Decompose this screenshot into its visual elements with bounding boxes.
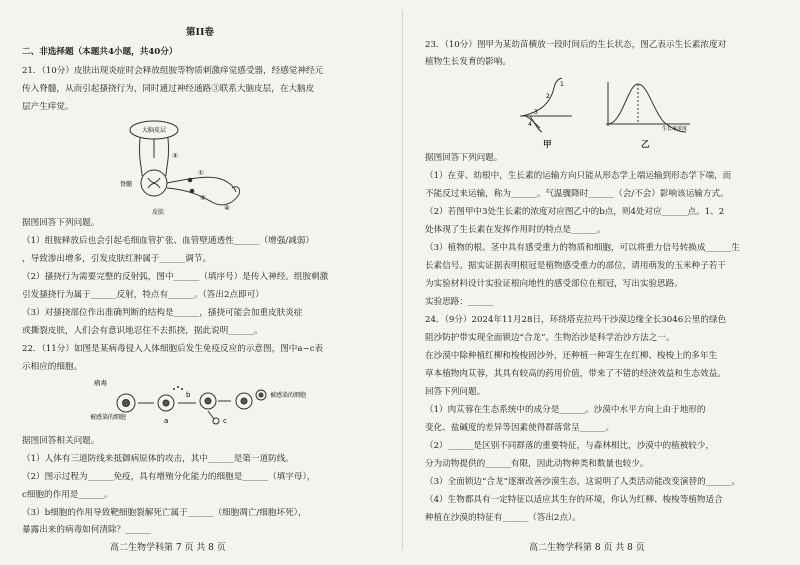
q22-line-2: 示相应的细胞。 (22, 362, 83, 372)
q21-reflex-figure (112, 118, 272, 218)
q23-sub-1a: （1）在芽、幼根中，生长素的运输方向只能从形态学上端运输到形态学下端，而 (425, 171, 732, 181)
q21-line-3: 层产生痒觉。 (22, 102, 74, 112)
q23-sub-3a: （3）植物的根、茎中具有感受重力的物质和细胞，可以将重力信号转换成______生 (425, 243, 740, 253)
q24-line-2: 阻沙防护带实现全面锁边“合龙”。生物治沙是科学治沙方法之一。 (425, 333, 675, 343)
q21-sub-1b: ，导致渗出增多，引发皮肤红肿属于______调节。 (22, 254, 212, 264)
page-8 (405, 0, 800, 565)
page-divider (402, 10, 403, 550)
q23-prompt: 据图回答下列问题。 (425, 153, 503, 163)
q22-sub-1: （1）人体有三道防线来抵御病原体的攻击，其中______是第一道防线。 (22, 454, 294, 464)
q21-line-1: 21．（10分）皮肤出现炎症时会释放组胺等物质刺激痒觉感受器，经感觉神经元 (22, 66, 324, 76)
q23-sub-2a: （2）若图甲中3处生长素的浓度对应图乙中的b点，则4处对应______点。1、2 (425, 207, 725, 217)
q24-line-4: 草本植物肉苁蓉，其具有较高的药用价值，带来了不错的经济效益和生态效益。 (425, 369, 726, 379)
figure-jia-label: 甲 (543, 140, 552, 150)
infected-cell-label-left: 被感染的细胞 (90, 414, 127, 421)
marker-3: ③ (172, 152, 178, 160)
q24-sub-4a: （4）生物都具有一定特征以适应其生存的环境，你认为红柳、梭梭等植物适合 (425, 495, 723, 505)
q21-sub-2a: （2）搔挠行为需要完整的反射弧，图中______（填序号）是传入神经。组胺刺激 (22, 272, 329, 282)
q22-sub-3a: （3）b细胞的作用导致靶细胞裂解死亡属于______（细胞凋亡/细胞坏死）， (22, 508, 307, 518)
q22-sub-3b: 暴露出来的病毒如何清除？______ (22, 525, 151, 535)
q23-line-2: 植物生长发育的影响。 (425, 57, 511, 67)
marker-1: ① (198, 169, 204, 177)
q23-sub-3d: 实验思路：______ (425, 297, 494, 307)
q21-line-2: 传入脊髓，从而引起搔挠行为，同时通过神经通路③联系大脑皮层，在大脑皮 (22, 84, 315, 94)
q21-sub-3b: 或撕裂皮肤，人们会有意识地忍住不去抓挠，据此说明______。 (22, 326, 263, 336)
section-heading: 二、非选择题（本题共4小题，共40分） (22, 47, 178, 57)
virus-label: 病毒 (94, 379, 107, 387)
cell-c-label: c (223, 417, 227, 425)
volume-heading: 第II卷 (186, 27, 214, 38)
q23-sub-1b: 不能反过来运输，称为______。气温骤降时______（会/不会）影响该运输方式。 (425, 189, 729, 199)
q24-sub-2b: 分为动物提供的______有限，因此动物种类和数量也较少。 (425, 459, 649, 469)
q23-line-1: 23．（10分）图甲为某幼苗横放一段时间后的生长状态，图乙表示生长素浓度对 (425, 40, 727, 50)
skin-label: 皮肤 (152, 209, 165, 216)
q23-figure (510, 74, 700, 140)
q21-prompt: 据图回答下列问题。 (22, 218, 100, 228)
q24-sub-1a: （1）肉苁蓉在生态系统中的成分是______。沙漠中水平方向上由于地形的 (425, 405, 706, 415)
cell-a-label: a (164, 417, 169, 425)
brain-label: 大脑皮层 (142, 127, 167, 134)
q22-sub-2b: c细胞的作用是______。 (22, 490, 113, 500)
q24-sub-2a: （2）______是区别不同群落的重要特征，与森林相比，沙漠中的植被较少， (425, 441, 715, 451)
q23-sub-3b: 长素信号。据实证据表明根冠是植物感受重力的部位，请用萌发的玉米种子若干 (425, 261, 726, 271)
auxin-axis-label: 生长素浓度 (662, 126, 688, 132)
q22-line-1: 22．（11分）如图是某病毒侵入人体细胞后发生免疫反应的示意图，图中a~c表 (22, 344, 324, 354)
page-8-footer: 高二生物学科第 8 页 共 8 页 (529, 543, 645, 553)
page-7-footer: 高二生物学科第 7 页 共 8 页 (110, 543, 226, 553)
q24-line-1: 24．（9分）2024年11月28日，环绕塔克拉玛干沙漠边缘全长3046公里的绿色 (425, 315, 727, 325)
q23-sub-2b: 处体现了生长素在发挥作用时的特点是______。 (425, 225, 606, 235)
infected-cell-label-right: 被感染的细胞 (270, 392, 306, 399)
figure-yi-label: 乙 (641, 140, 650, 150)
q24-sub-1b: 变化、盐碱度的差异等因素使得群落常呈______。 (425, 423, 615, 433)
q23-sub-3c: 为实验材料设计实验证根向地性的感受部位在根冠，写出实验思路。 (425, 279, 683, 289)
q24-line-3: 在沙漠中除种植红柳和梭梭固沙外，还种植一种寄生在红柳、梭梭上的多年生 (425, 351, 718, 361)
seedling-point-1: 1 (560, 81, 564, 88)
cell-b-label: b (186, 391, 191, 399)
q24-sub-3: （3）全面锁边“合龙”逐渐改善沙漠生态，这说明了人类活动能改变演替的______。 (425, 477, 741, 487)
q21-sub-2b: 引发搔挠行为属于______反射，特点有______。（答出2点即可） (22, 290, 264, 300)
seedling-point-3: 3 (534, 109, 538, 116)
q21-sub-3a: （3）对搔挠部位作出准确判断的结构是______，搔挠可能会加重皮肤炎症 (22, 308, 303, 318)
q22-prompt: 据图回答相关问题。 (22, 436, 100, 446)
q22-sub-2a: （2）图示过程为______免疫，具有增殖分化能力的细胞是______（填字母）， (22, 472, 316, 482)
marker-4: ④ (224, 204, 230, 212)
q24-line-5: 回答下列问题。 (425, 387, 486, 397)
q22-immune-figure (86, 375, 306, 425)
q24-sub-4b: 种植在沙漠的特征有______（答出2点）。 (425, 513, 581, 523)
seedling-point-2: 2 (546, 93, 550, 100)
spinal-label: 脊髓 (120, 181, 133, 188)
q21-sub-1a: （1）组胺释放后也会引起毛细血管扩张、血管壁通透性______（增强/减弱） (22, 236, 314, 246)
marker-2: ② (200, 194, 206, 202)
seedling-point-4: 4 (528, 121, 532, 128)
